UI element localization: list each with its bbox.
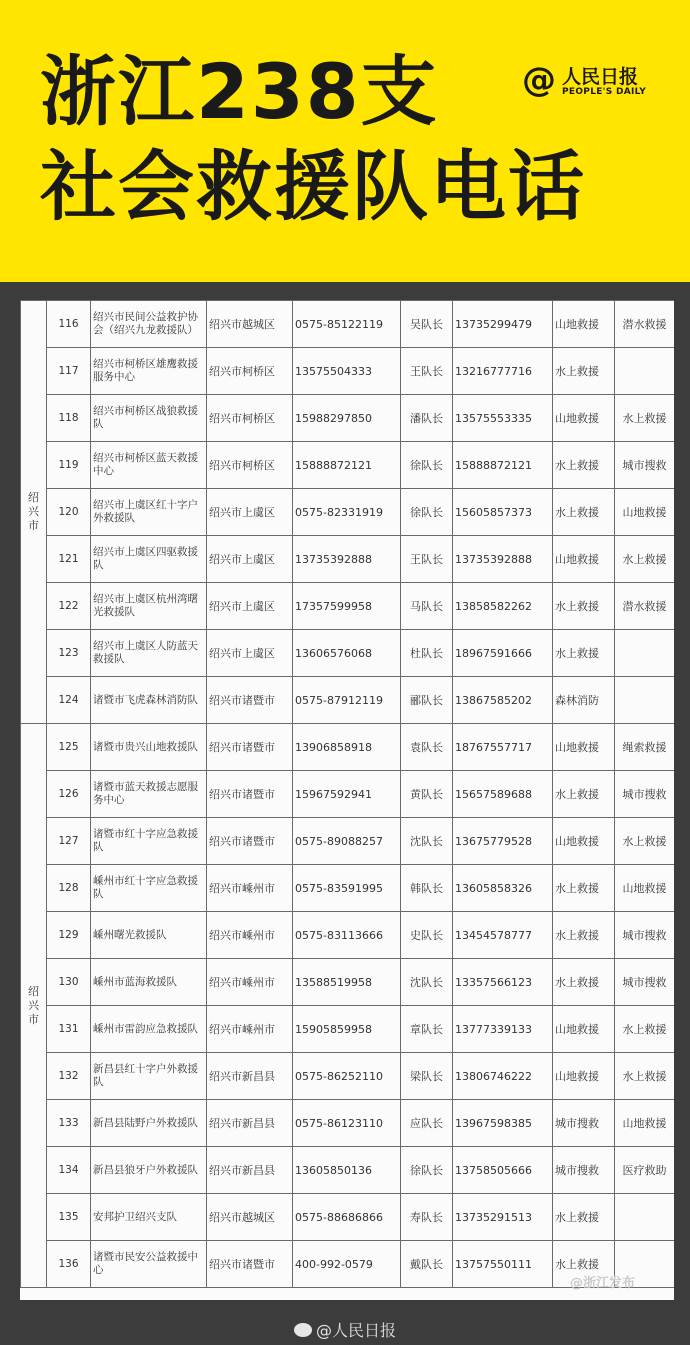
leader-mobile: 15605857373 (453, 489, 553, 536)
team-area: 绍兴市越城区 (207, 1194, 293, 1241)
rescue-type-1: 水上救援 (553, 865, 615, 912)
rescue-type-1: 山地救援 (553, 395, 615, 442)
leader-mobile: 13735291513 (453, 1194, 553, 1241)
leader-mobile: 18967591666 (453, 630, 553, 677)
leader-mobile: 13735392888 (453, 536, 553, 583)
row-number: 120 (47, 489, 91, 536)
leader-mobile: 13216777716 (453, 348, 553, 395)
leader-mobile: 13605858326 (453, 865, 553, 912)
table-row (21, 959, 675, 1006)
team-area: 绍兴市嵊州市 (207, 912, 293, 959)
team-phone: 0575-87912119 (293, 677, 401, 724)
row-number: 135 (47, 1194, 91, 1241)
leader-mobile: 13777339133 (453, 1006, 553, 1053)
table-row (21, 301, 675, 348)
team-area: 绍兴市上虞区 (207, 583, 293, 630)
footer-text: @人民日报 (315, 1321, 396, 1340)
header-banner (0, 0, 690, 282)
row-number: 130 (47, 959, 91, 1006)
team-leader: 史队长 (401, 912, 453, 959)
row-number: 122 (47, 583, 91, 630)
row-number: 131 (47, 1006, 91, 1053)
team-name: 诸暨市飞虎森林消防队 (91, 677, 207, 724)
team-name: 诸暨市蓝天救援志愿服务中心 (91, 771, 207, 818)
team-leader: 王队长 (401, 348, 453, 395)
team-name: 新昌县红十字户外救援队 (91, 1053, 207, 1100)
city-cell (21, 301, 47, 724)
team-phone: 0575-83591995 (293, 865, 401, 912)
rescue-type-1: 山地救援 (553, 536, 615, 583)
team-leader: 沈队长 (401, 959, 453, 1006)
team-leader: 戴队长 (401, 1241, 453, 1288)
team-leader: 郦队长 (401, 677, 453, 724)
leader-mobile: 13967598385 (453, 1100, 553, 1147)
table-row (21, 912, 675, 959)
rescue-type-1: 水上救援 (553, 583, 615, 630)
table-row (21, 1006, 675, 1053)
rescue-type-1: 水上救援 (553, 489, 615, 536)
team-area: 绍兴市嵊州市 (207, 959, 293, 1006)
city-label: 绍兴市 (28, 491, 39, 532)
team-leader: 袁队长 (401, 724, 453, 771)
row-number: 132 (47, 1053, 91, 1100)
rescue-type-2: 水上救援 (615, 536, 675, 583)
leader-mobile: 13858582262 (453, 583, 553, 630)
team-leader: 马队长 (401, 583, 453, 630)
team-name: 嵊州曙光救援队 (91, 912, 207, 959)
leader-mobile: 13758505666 (453, 1147, 553, 1194)
rescue-type-1: 水上救援 (553, 959, 615, 1006)
team-phone: 0575-82331919 (293, 489, 401, 536)
team-phone: 0575-86252110 (293, 1053, 401, 1100)
leader-mobile: 13757550111 (453, 1241, 553, 1288)
team-name: 诸暨市贵兴山地救援队 (91, 724, 207, 771)
team-leader: 寿队长 (401, 1194, 453, 1241)
team-name: 绍兴市柯桥区战狼救援队 (91, 395, 207, 442)
team-name: 绍兴市上虞区红十字户外救援队 (91, 489, 207, 536)
city-cell (21, 724, 47, 1288)
row-number: 127 (47, 818, 91, 865)
row-number: 126 (47, 771, 91, 818)
footer (0, 1318, 690, 1341)
rescue-type-1: 水上救援 (553, 1194, 615, 1241)
city-label: 绍兴市 (28, 984, 39, 1026)
row-number: 128 (47, 865, 91, 912)
rescue-type-2: 城市搜救 (615, 442, 675, 489)
team-area: 绍兴市诸暨市 (207, 1241, 293, 1288)
team-area: 绍兴市上虞区 (207, 489, 293, 536)
rescue-type-2 (615, 348, 675, 395)
rescue-type-2 (615, 1194, 675, 1241)
rescue-type-1: 水上救援 (553, 771, 615, 818)
team-area: 绍兴市上虞区 (207, 630, 293, 677)
team-phone: 15888872121 (293, 442, 401, 489)
team-phone: 15905859958 (293, 1006, 401, 1053)
team-name: 绍兴市民间公益救护协会（绍兴九龙救援队） (91, 301, 207, 348)
row-number: 134 (47, 1147, 91, 1194)
row-number: 129 (47, 912, 91, 959)
rescue-type-2 (615, 630, 675, 677)
team-name: 绍兴市上虞区人防蓝天救援队 (91, 630, 207, 677)
team-name: 新昌县狼牙户外救援队 (91, 1147, 207, 1194)
rescue-type-1: 森林消防 (553, 677, 615, 724)
rescue-type-2: 山地救援 (615, 865, 675, 912)
table-row (21, 865, 675, 912)
team-phone: 13605850136 (293, 1147, 401, 1194)
rescue-type-1: 山地救援 (553, 724, 615, 771)
team-leader: 徐队长 (401, 489, 453, 536)
table-row (21, 536, 675, 583)
rescue-type-1: 水上救援 (553, 912, 615, 959)
team-leader: 杜队长 (401, 630, 453, 677)
rescue-type-1: 水上救援 (553, 630, 615, 677)
team-leader: 黄队长 (401, 771, 453, 818)
team-leader: 应队长 (401, 1100, 453, 1147)
rescue-type-2: 潜水救援 (615, 301, 675, 348)
leader-mobile: 13867585202 (453, 677, 553, 724)
row-number: 124 (47, 677, 91, 724)
table-row (21, 1194, 675, 1241)
rescue-type-2: 山地救援 (615, 1100, 675, 1147)
rescue-type-1: 水上救援 (553, 1241, 615, 1288)
team-area: 绍兴市新昌县 (207, 1147, 293, 1194)
logo-chinese-text: 人民日报 (562, 66, 639, 88)
table-row (21, 583, 675, 630)
team-name: 绍兴市上虞区四驱救援队 (91, 536, 207, 583)
rescue-type-2: 水上救援 (615, 395, 675, 442)
team-leader: 章队长 (401, 1006, 453, 1053)
row-number: 118 (47, 395, 91, 442)
team-name: 安邦护卫绍兴支队 (91, 1194, 207, 1241)
logo-at-icon: @ (522, 60, 556, 100)
team-leader: 王队长 (401, 536, 453, 583)
team-name: 新昌县陆野户外救援队 (91, 1100, 207, 1147)
team-area: 绍兴市上虞区 (207, 536, 293, 583)
rescue-type-1: 水上救援 (553, 442, 615, 489)
team-phone: 17357599958 (293, 583, 401, 630)
table-row (21, 1147, 675, 1194)
team-name: 绍兴市上虞区杭州湾曙光救援队 (91, 583, 207, 630)
table-row (21, 348, 675, 395)
table-row (21, 442, 675, 489)
leader-mobile: 13454578777 (453, 912, 553, 959)
leader-mobile: 13357566123 (453, 959, 553, 1006)
rescue-type-2: 水上救援 (615, 1006, 675, 1053)
team-area: 绍兴市诸暨市 (207, 677, 293, 724)
team-area: 绍兴市新昌县 (207, 1100, 293, 1147)
team-area: 绍兴市新昌县 (207, 1053, 293, 1100)
team-name: 嵊州市蓝海救援队 (91, 959, 207, 1006)
table-row (21, 489, 675, 536)
team-name: 绍兴市柯桥区雄鹰救援服务中心 (91, 348, 207, 395)
table-row (21, 677, 675, 724)
team-phone: 400-992-0579 (293, 1241, 401, 1288)
team-name: 诸暨市红十字应急救援队 (91, 818, 207, 865)
rescue-type-2: 城市搜救 (615, 771, 675, 818)
table-row (21, 818, 675, 865)
team-phone: 15967592941 (293, 771, 401, 818)
leader-mobile: 13675779528 (453, 818, 553, 865)
team-area: 绍兴市柯桥区 (207, 395, 293, 442)
team-area: 绍兴市诸暨市 (207, 771, 293, 818)
team-phone: 13735392888 (293, 536, 401, 583)
team-phone: 0575-88686866 (293, 1194, 401, 1241)
team-phone: 13906858918 (293, 724, 401, 771)
weibo-icon (294, 1323, 312, 1337)
team-phone: 13606576068 (293, 630, 401, 677)
row-number: 117 (47, 348, 91, 395)
rescue-type-2: 城市搜救 (615, 959, 675, 1006)
rescue-team-table-sheet (20, 300, 674, 1300)
table-row (21, 724, 675, 771)
rescue-type-2: 水上救援 (615, 818, 675, 865)
rescue-type-1: 城市搜救 (553, 1147, 615, 1194)
row-number: 136 (47, 1241, 91, 1288)
team-name: 诸暨市民安公益救援中心 (91, 1241, 207, 1288)
team-name: 绍兴市柯桥区蓝天救援中心 (91, 442, 207, 489)
team-phone: 13575504333 (293, 348, 401, 395)
rescue-type-2: 医疗救助 (615, 1147, 675, 1194)
logo-english-text: PEOPLE'S DAILY (562, 87, 647, 97)
rescue-type-2: 水上救援 (615, 1053, 675, 1100)
team-area: 绍兴市嵊州市 (207, 865, 293, 912)
table-row (21, 771, 675, 818)
rescue-type-1: 城市搜救 (553, 1100, 615, 1147)
row-number: 121 (47, 536, 91, 583)
row-number: 119 (47, 442, 91, 489)
row-number: 125 (47, 724, 91, 771)
title-line-2: 社会救援队电话 (40, 142, 586, 231)
rescue-type-1: 山地救援 (553, 301, 615, 348)
title-line-1: 浙江238支 (40, 47, 439, 136)
row-number: 116 (47, 301, 91, 348)
rescue-type-1: 山地救援 (553, 1053, 615, 1100)
leader-mobile: 15657589688 (453, 771, 553, 818)
rescue-type-1: 山地救援 (553, 818, 615, 865)
team-leader: 徐队长 (401, 1147, 453, 1194)
team-area: 绍兴市嵊州市 (207, 1006, 293, 1053)
team-phone: 0575-85122119 (293, 301, 401, 348)
team-area: 绍兴市柯桥区 (207, 348, 293, 395)
rescue-type-2: 潜水救援 (615, 583, 675, 630)
team-phone: 0575-89088257 (293, 818, 401, 865)
team-area: 绍兴市诸暨市 (207, 818, 293, 865)
leader-mobile: 13735299479 (453, 301, 553, 348)
leader-mobile: 18767557717 (453, 724, 553, 771)
rescue-type-2: 城市搜救 (615, 912, 675, 959)
table-row (21, 1053, 675, 1100)
table-row (21, 1100, 675, 1147)
watermark: @浙江发布 (570, 1276, 636, 1291)
team-phone: 15988297850 (293, 395, 401, 442)
team-phone: 0575-83113666 (293, 912, 401, 959)
team-area: 绍兴市越城区 (207, 301, 293, 348)
team-name: 嵊州市雷韵应急救援队 (91, 1006, 207, 1053)
team-leader: 徐队长 (401, 442, 453, 489)
team-leader: 沈队长 (401, 818, 453, 865)
rescue-team-table (20, 300, 674, 1288)
row-number: 133 (47, 1100, 91, 1147)
team-phone: 0575-86123110 (293, 1100, 401, 1147)
rescue-type-2: 山地救援 (615, 489, 675, 536)
rescue-type-1: 山地救援 (553, 1006, 615, 1053)
table-row (21, 630, 675, 677)
leader-mobile: 15888872121 (453, 442, 553, 489)
peoples-daily-logo (522, 60, 672, 104)
team-phone: 13588519958 (293, 959, 401, 1006)
rescue-type-2: 绳索救援 (615, 724, 675, 771)
leader-mobile: 13806746222 (453, 1053, 553, 1100)
row-number: 123 (47, 630, 91, 677)
team-leader: 潘队长 (401, 395, 453, 442)
team-leader: 吴队长 (401, 301, 453, 348)
team-area: 绍兴市诸暨市 (207, 724, 293, 771)
rescue-type-1: 水上救援 (553, 348, 615, 395)
team-leader: 梁队长 (401, 1053, 453, 1100)
rescue-type-2 (615, 677, 675, 724)
team-area: 绍兴市柯桥区 (207, 442, 293, 489)
table-row (21, 395, 675, 442)
team-name: 嵊州市红十字应急救援队 (91, 865, 207, 912)
team-leader: 韩队长 (401, 865, 453, 912)
leader-mobile: 13575553335 (453, 395, 553, 442)
